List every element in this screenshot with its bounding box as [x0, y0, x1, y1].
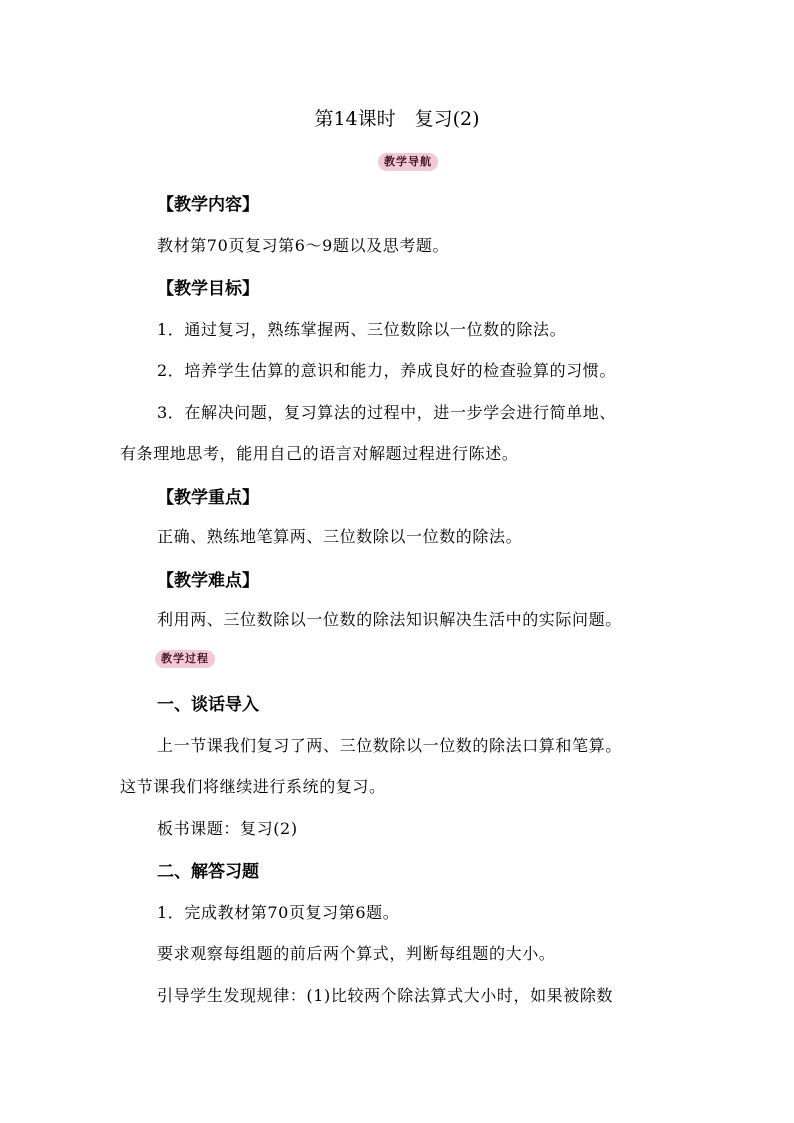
goal-3-line2: 有条理地思考，能用自己的语言对解题过程进行陈述。 [120, 444, 519, 463]
heading-difficult-points: 【教学难点】 [157, 571, 259, 591]
heading-goals: 【教学目标】 [157, 279, 259, 299]
lesson-title: 第14课时 复习(2) [314, 108, 480, 130]
badge-teaching-process: 教学过程 [155, 650, 215, 668]
difficult-text: 利用两、三位数除以一位数的除法知识解决生活中的实际问题。 [157, 610, 622, 629]
part1-line1: 上一节课我们复习了两、三位数除以一位数的除法口算和笔算。 [157, 736, 622, 755]
key-text: 正确、熟练地笔算两、三位数除以一位数的除法。 [157, 527, 523, 546]
heading-key-points: 【教学重点】 [157, 488, 259, 508]
item1-requirement: 要求观察每组题的前后两个算式，判断每组题的大小。 [157, 944, 556, 963]
content-text: 教材第70页复习第6～9题以及思考题。 [157, 236, 450, 255]
item1-guide: 引导学生发现规律：(1)比较两个除法算式大小时，如果被除数 [157, 986, 614, 1005]
goal-1: 1．通过复习，熟练掌握两、三位数除以一位数的除法。 [157, 320, 567, 339]
badge-teaching-nav: 教学导航 [378, 153, 438, 171]
heading-content: 【教学内容】 [157, 195, 259, 215]
board-title: 板书课题：复习(2) [157, 819, 298, 838]
goal-2: 2．培养学生估算的意识和能力，养成良好的检查验算的习惯。 [157, 361, 616, 380]
part1-line2: 这节课我们将继续进行系统的复习。 [120, 777, 386, 796]
item1-text: 1．完成教材第70页复习第6题。 [157, 903, 400, 922]
goal-3-line1: 3．在解决问题，复习算法的过程中，进一步学会进行简单地、 [157, 403, 616, 422]
heading-part1-intro: 一、谈话导入 [157, 695, 259, 715]
heading-part2-exercises: 二、解答习题 [157, 862, 259, 882]
